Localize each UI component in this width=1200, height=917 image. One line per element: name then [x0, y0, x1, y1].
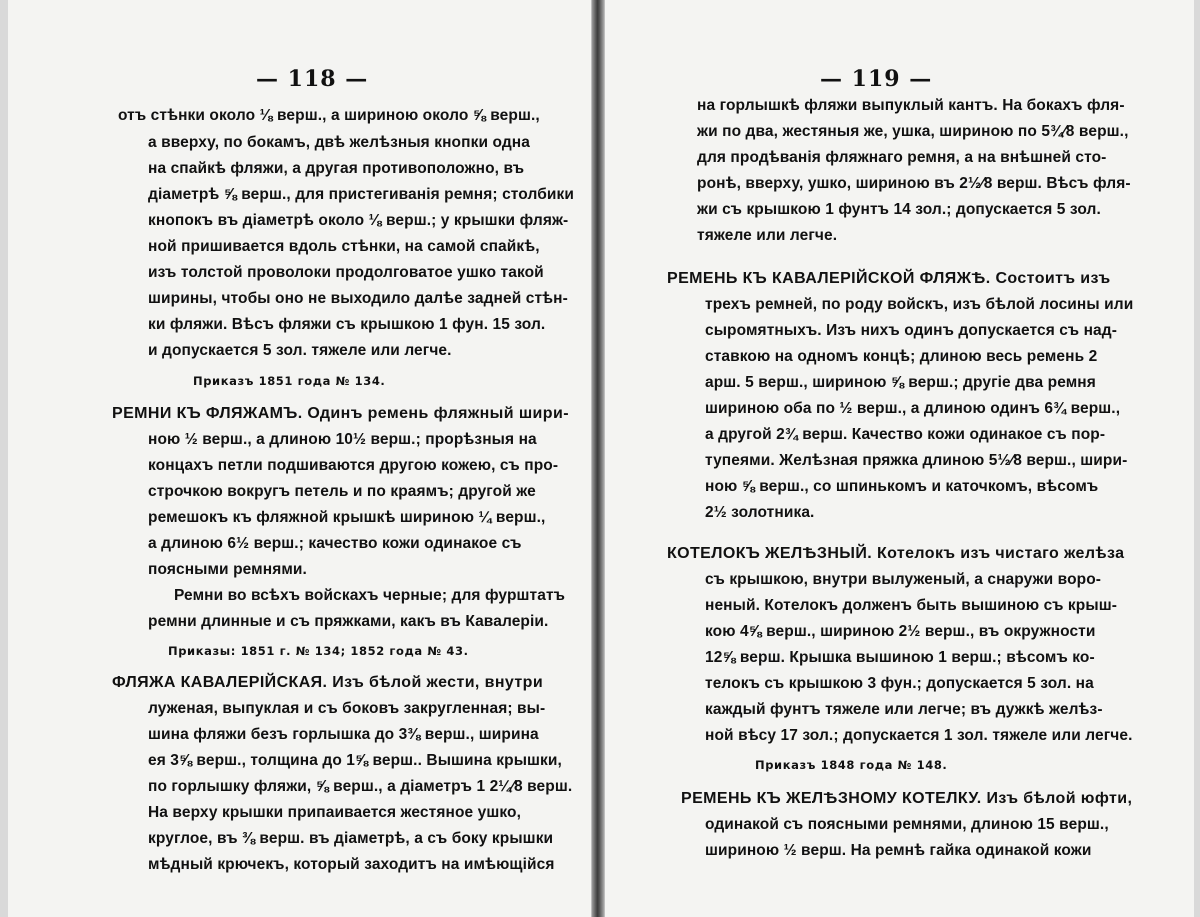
text-line: ною ½ верш., а длиною 10½ верш.; прорѣзныя на [148, 431, 537, 448]
text-line: ною ⅝ верш., со шпинькомъ и каточкомъ, вѣсомъ [705, 478, 1099, 495]
text-line: жи съ крышкою 1 фунтъ 14 зол.; допускается 5 зол. [697, 201, 1101, 218]
text-line: по горлышку фляжи, ⅝ верш., а діаметръ 1 2¼⁄8 верш. [148, 778, 573, 795]
text-line: неный. Котелокъ долженъ быть вышиною съ крыш- [705, 597, 1117, 614]
book-gutter [592, 0, 604, 917]
text-line: трехъ ремней, по роду войскъ, изъ бѣлой лосины или [705, 296, 1134, 313]
text-line: луженая, выпуклая и съ боковъ закругленная; вы- [148, 700, 546, 717]
text-line: ставкою на одномъ концѣ; длиною весь ремень 2 [705, 348, 1098, 365]
text-line: и допускается 5 зол. тяжеле или легче. [148, 342, 452, 359]
left-page [8, 0, 592, 917]
text-line: а другой 2¾ верш. Качество кожи одинакое съ пор- [705, 426, 1106, 443]
section-heading: ФЛЯЖА КАВАЛЕРІЙСКАЯ. Изъ бѣлой жести, внутри [112, 674, 544, 691]
section-heading: РЕМНИ КЪ ФЛЯЖАМЪ. Одинъ ремень фляжный шири- [112, 405, 569, 422]
text-line: круглое, въ ⅜ верш. въ діаметрѣ, а съ боку крышки [148, 830, 554, 847]
text-line: ронѣ, вверху, ушко, шириною въ 2½⁄8 верш. Вѣсъ фля- [697, 175, 1131, 192]
text-line: шириною оба по ½ верш., а длиною одинъ 6¾ верш., [705, 400, 1121, 417]
text-line: 12⅝ верш. Крышка вышиною 1 верш.; вѣсомъ ко- [705, 649, 1095, 666]
text-line: строчкою вокругъ петель и по краямъ; другой же [148, 483, 536, 500]
page-number: — 119 — [820, 66, 933, 92]
text-line: мѣдный крючекъ, который заходитъ на имѣющійся [148, 856, 555, 873]
text-line: арш. 5 верш., шириною ⅝ верш.; другіе два ремня [705, 374, 1096, 391]
text-line: ной пришивается вдоль стѣнки, на самой спайкѣ, [148, 238, 540, 255]
text-line: жи по два, жестяныя же, ушка, шириною по 5¾⁄8 верш., [697, 123, 1129, 140]
page-number: — 118 — [256, 66, 369, 92]
text-line: каждый фунтъ тяжеле или легче; въ дужкѣ желѣз- [705, 701, 1103, 718]
text-line: для продѣванія фляжнаго ремня, а на внѣшней сто- [697, 149, 1107, 166]
text-line: ея 3⅝ верш., толщина до 1⅝ верш.. Вышина крышки, [148, 752, 562, 769]
text-line: отъ стѣнки около ⅛ верш., а шириною около ⅝ верш., [118, 107, 540, 124]
text-line: изъ толстой проволоки продолговатое ушко такой [148, 264, 544, 281]
text-line: На верху крышки припаивается жестяное ушко, [148, 804, 522, 821]
section-heading: РЕМЕНЬ КЪ ЖЕЛѢЗНОМУ КОТЕЛКУ. Изъ бѣлой юфти, [681, 790, 1133, 807]
text-line: діаметрѣ ⅝ верш., для пристегиванія ремня; столбики [148, 186, 575, 203]
section-heading: РЕМЕНЬ КЪ КАВАЛЕРІЙСКОЙ ФЛЯЖѢ. Состоитъ изъ [667, 270, 1111, 287]
text-line: на спайкѣ фляжи, а другая противоположно, въ [148, 160, 525, 177]
text-line: шина фляжи безъ горлышка до 3⅜ верш., ширина [148, 726, 539, 743]
source-reference: Приказъ 1848 года № 148. [755, 758, 948, 772]
text-line: ной вѣсу 17 зол.; допускается 1 зол. тяжеле или легче. [705, 727, 1133, 744]
text-line: телокъ съ крышкою 3 фун.; допускается 5 зол. на [705, 675, 1094, 692]
right-page [604, 0, 1194, 917]
text-line: сыромятныхъ. Изъ нихъ одинъ допускается съ над- [705, 322, 1117, 339]
text-line: концахъ петли подшиваются другою кожею, съ про- [148, 457, 559, 474]
text-line: ширины, чтобы оно не выходило далѣе задней стѣн- [148, 290, 568, 307]
text-line: кнопокъ въ діаметрѣ около ⅛ верш.; у крышки фляж- [148, 212, 569, 229]
text-line: 2½ золотника. [705, 504, 815, 521]
source-reference: Приказъ 1851 года № 134. [193, 374, 386, 388]
text-line: ремешокъ къ фляжной крышкѣ шириною ¼ верш., [148, 509, 546, 526]
text-line: тяжеле или легче. [697, 227, 838, 244]
text-line: одинакой съ поясными ремнями, длиною 15 верш., [705, 816, 1109, 833]
text-line: на горлышкѣ фляжи выпуклый кантъ. На бокахъ фля- [697, 97, 1125, 114]
text-line: а вверху, по бокамъ, двѣ желѣзныя кнопки одна [148, 134, 530, 151]
section-heading: КОТЕЛОКЪ ЖЕЛѢЗНЫЙ. Котелокъ изъ чистаго желѣза [667, 545, 1125, 562]
text-line: кою 4⅝ верш., шириною 2½ верш., въ окружности [705, 623, 1096, 640]
text-line: ки фляжи. Вѣсъ фляжи съ крышкою 1 фун. 15 зол. [148, 316, 546, 333]
text-line: ремни длинные и съ пряжками, какъ въ Кавалеріи. [148, 613, 549, 630]
text-line: а длиною 6½ верш.; качество кожи одинакое съ [148, 535, 522, 552]
text-line: Ремни во всѣхъ войскахъ черные; для фурштатъ [174, 587, 566, 604]
text-line: поясными ремнями. [148, 561, 307, 578]
text-line: съ крышкою, внутри вылуженый, а снаружи воро- [705, 571, 1102, 588]
source-reference: Приказы: 1851 г. № 134; 1852 года № 43. [168, 644, 469, 658]
text-line: тупеями. Желѣзная пряжка длиною 5½⁄8 верш., шири- [705, 452, 1128, 469]
text-line: шириною ½ верш. На ремнѣ гайка одинакой кожи [705, 842, 1092, 859]
